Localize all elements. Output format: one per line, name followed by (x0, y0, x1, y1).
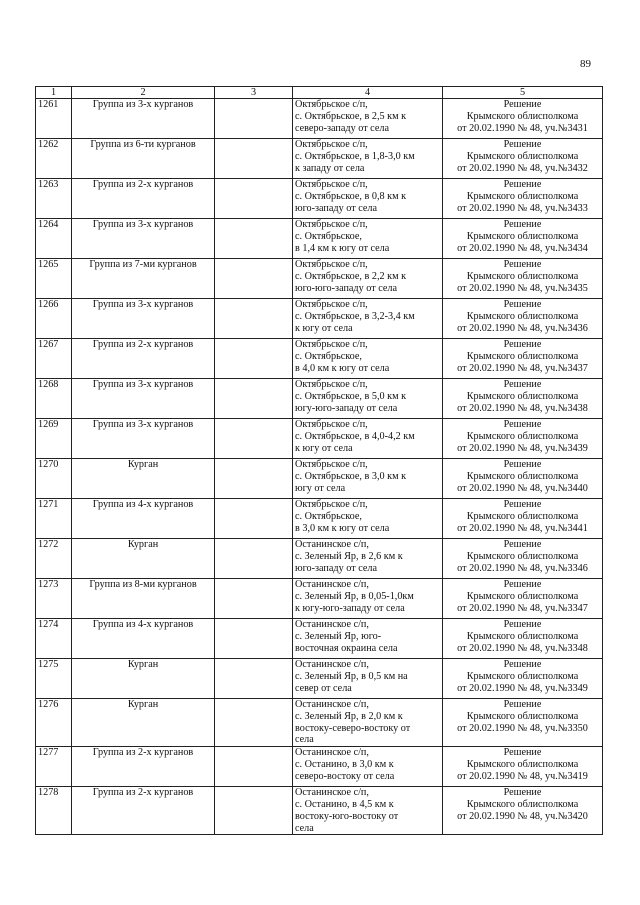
table-row (36, 99, 603, 139)
protection-document (443, 747, 603, 787)
column-3-cell (215, 419, 293, 459)
location-line: в 3,0 км к югу от села (295, 522, 390, 534)
location-line: с. Октябрьское, в 1,8-3,0 км (295, 150, 415, 162)
location-line: с. Октябрьское, в 0,8 км к (295, 190, 407, 202)
location-line: Октябрьское с/п, (295, 339, 368, 350)
monument-location (293, 539, 443, 579)
column-3-cell (215, 539, 293, 579)
header-col-4: 4 (293, 87, 443, 99)
table-row (36, 299, 603, 339)
document-line: от 20.02.1990 № 48, уч.№3432 (457, 162, 588, 174)
document-line: Решение (503, 419, 542, 430)
document-line: Крымского облисполкома (466, 590, 579, 602)
location-line: с. Зеленый Яр, юго- (295, 630, 382, 642)
row-number: 1270 (36, 459, 72, 499)
row-number: 1278 (36, 787, 72, 835)
location-line: села (295, 822, 314, 834)
document-line: Решение (503, 99, 542, 110)
location-line: северо-западу от села (295, 122, 389, 134)
location-line: югу-юго-западу от села (295, 402, 398, 414)
table-row (36, 179, 603, 219)
location-line: с. Зеленый Яр, в 2,6 км к (295, 550, 403, 562)
document-line: Решение (503, 299, 542, 310)
document-line: Решение (503, 499, 542, 510)
protection-document (443, 139, 603, 179)
document-line: от 20.02.1990 № 48, уч.№3439 (457, 442, 588, 454)
document-line: Крымского облисполкома (466, 390, 579, 402)
column-3-cell (215, 259, 293, 299)
document-line: Крымского облисполкома (466, 510, 579, 522)
location-line: с. Зеленый Яр, в 0,5 км на (295, 670, 408, 682)
location-line: Октябрьское с/п, (295, 419, 368, 430)
document-line: Решение (503, 259, 542, 270)
table-row (36, 699, 603, 747)
row-number: 1271 (36, 499, 72, 539)
column-3-cell (215, 579, 293, 619)
document-line: от 20.02.1990 № 48, уч.№3348 (457, 642, 588, 654)
document-line: Решение (503, 139, 542, 150)
row-number: 1264 (36, 219, 72, 259)
document-line: Крымского облисполкома (466, 270, 579, 282)
location-line: юго-западу от села (295, 562, 377, 574)
monument-name: Группа из 4-х курганов (72, 619, 215, 659)
row-number: 1268 (36, 379, 72, 419)
document-line: от 20.02.1990 № 48, уч.№3433 (457, 202, 588, 214)
monument-location (293, 299, 443, 339)
location-line: к западу от села (295, 162, 365, 174)
location-line: востоку-юго-востоку от (295, 810, 399, 822)
protection-document (443, 499, 603, 539)
table-row (36, 339, 603, 379)
column-3-cell (215, 747, 293, 787)
location-line: Октябрьское с/п, (295, 379, 368, 390)
document-line: Крымского облисполкома (466, 670, 579, 682)
document-line: от 20.02.1990 № 48, уч.№3440 (457, 482, 588, 494)
protection-document (443, 659, 603, 699)
document-line: Решение (503, 699, 542, 710)
column-3-cell (215, 379, 293, 419)
document-line: Крымского облисполкома (466, 798, 579, 810)
column-3-cell (215, 339, 293, 379)
table-row (36, 139, 603, 179)
document-line: Крымского облисполкома (466, 310, 579, 322)
column-3-cell (215, 299, 293, 339)
location-line: Останинское с/п, (295, 579, 369, 590)
location-line: с. Зеленый Яр, в 0,05-1,0км (295, 590, 414, 602)
location-line: Октябрьское с/п, (295, 179, 368, 190)
row-number: 1277 (36, 747, 72, 787)
document-line: Решение (503, 459, 542, 470)
column-3-cell (215, 619, 293, 659)
document-line: Крымского облисполкома (466, 150, 579, 162)
location-line: Останинское с/п, (295, 699, 369, 710)
location-line: к югу от села (295, 442, 353, 454)
table-row (36, 579, 603, 619)
table-row (36, 379, 603, 419)
document-line: от 20.02.1990 № 48, уч.№3435 (457, 282, 588, 294)
location-line: с. Октябрьское, в 2,5 км к (295, 110, 407, 122)
header-col-5: 5 (443, 87, 603, 99)
column-3-cell (215, 219, 293, 259)
location-line: к югу-юго-западу от села (295, 602, 405, 614)
monument-location (293, 219, 443, 259)
protection-document (443, 259, 603, 299)
location-line: юго-юго-западу от села (295, 282, 397, 294)
column-3-cell (215, 139, 293, 179)
row-number: 1275 (36, 659, 72, 699)
location-line: Октябрьское с/п, (295, 459, 368, 470)
location-line: юго-западу от села (295, 202, 377, 214)
monument-name: Курган (72, 459, 215, 499)
location-line: с. Октябрьское, в 3,2-3,4 км (295, 310, 415, 322)
monument-name: Группа из 3-х курганов (72, 379, 215, 419)
location-line: с. Октябрьское, в 2,2 км к (295, 270, 407, 282)
row-number: 1263 (36, 179, 72, 219)
monuments-table (35, 86, 603, 835)
header-col-2: 2 (72, 87, 215, 99)
document-line: от 20.02.1990 № 48, уч.№3434 (457, 242, 588, 254)
document-line: Крымского облисполкома (466, 110, 579, 122)
document-line: от 20.02.1990 № 48, уч.№3438 (457, 402, 588, 414)
monument-location (293, 579, 443, 619)
column-3-cell (215, 659, 293, 699)
column-3-cell (215, 459, 293, 499)
protection-document (443, 539, 603, 579)
monument-name: Группа из 3-х курганов (72, 99, 215, 139)
monument-name: Группа из 7-ми курганов (72, 259, 215, 299)
table-row (36, 619, 603, 659)
location-line: северо-востоку от села (295, 770, 395, 782)
monument-location (293, 747, 443, 787)
column-3-cell (215, 99, 293, 139)
row-number: 1276 (36, 699, 72, 747)
location-line: Останинское с/п, (295, 747, 369, 759)
row-number: 1265 (36, 259, 72, 299)
document-line: Решение (503, 579, 542, 590)
monument-name: Группа из 3-х курганов (72, 299, 215, 339)
location-line: восточная окраина села (295, 642, 398, 654)
protection-document (443, 459, 603, 499)
document-line: от 20.02.1990 № 48, уч.№3437 (457, 362, 588, 374)
monument-name: Группа из 2-х курганов (72, 747, 215, 787)
column-3-cell (215, 699, 293, 747)
location-line: с. Октябрьское, (295, 350, 362, 362)
monument-name: Курган (72, 659, 215, 699)
column-3-cell (215, 787, 293, 835)
document-line: от 20.02.1990 № 48, уч.№3349 (457, 682, 588, 694)
monument-location (293, 259, 443, 299)
protection-document (443, 579, 603, 619)
document-line: от 20.02.1990 № 48, уч.№3431 (457, 122, 588, 134)
protection-document (443, 699, 603, 747)
location-line: Останинское с/п, (295, 787, 369, 799)
monument-location (293, 99, 443, 139)
location-line: с. Октябрьское, (295, 230, 362, 242)
row-number: 1262 (36, 139, 72, 179)
row-number: 1274 (36, 619, 72, 659)
location-line: Останинское с/п, (295, 539, 369, 550)
monument-name: Группа из 4-х курганов (72, 499, 215, 539)
row-number: 1269 (36, 419, 72, 459)
monument-name: Группа из 3-х курганов (72, 419, 215, 459)
row-number: 1272 (36, 539, 72, 579)
location-line: села (295, 734, 314, 746)
document-line: Крымского облисполкома (466, 350, 579, 362)
document-line: Крымского облисполкома (466, 758, 579, 770)
table-header-row (36, 87, 603, 99)
location-line: югу от села (295, 482, 346, 494)
location-line: Октябрьское с/п, (295, 99, 368, 110)
page-number: 89 (580, 58, 591, 70)
location-line: с. Октябрьское, в 5,0 км к (295, 390, 407, 402)
document-line: Решение (503, 787, 542, 799)
row-number: 1261 (36, 99, 72, 139)
table-row (36, 419, 603, 459)
row-number: 1267 (36, 339, 72, 379)
table-row (36, 259, 603, 299)
document-line: Решение (503, 539, 542, 550)
protection-document (443, 379, 603, 419)
document-line: Решение (503, 659, 542, 670)
document-line: Крымского облисполкома (466, 470, 579, 482)
monument-name: Группа из 6-ти курганов (72, 139, 215, 179)
monument-location (293, 419, 443, 459)
monument-name: Группа из 2-х курганов (72, 179, 215, 219)
document-line: Крымского облисполкома (466, 230, 579, 242)
protection-document (443, 299, 603, 339)
monument-name: Курган (72, 539, 215, 579)
document-line: от 20.02.1990 № 48, уч.№3347 (457, 602, 588, 614)
protection-document (443, 219, 603, 259)
document-line: Решение (503, 339, 542, 350)
location-line: с. Зеленый Яр, в 2,0 км к (295, 710, 403, 722)
document-line: от 20.02.1990 № 48, уч.№3441 (457, 522, 588, 534)
table-row (36, 787, 603, 835)
location-line: Останинское с/п, (295, 659, 369, 670)
protection-document (443, 99, 603, 139)
location-line: Октябрьское с/п, (295, 499, 368, 510)
location-line: Октябрьское с/п, (295, 299, 368, 310)
monument-name: Группа из 8-ми курганов (72, 579, 215, 619)
protection-document (443, 179, 603, 219)
document-line: от 20.02.1990 № 48, уч.№3350 (457, 722, 588, 734)
monument-location (293, 499, 443, 539)
protection-document (443, 419, 603, 459)
document-line: от 20.02.1990 № 48, уч.№3346 (457, 562, 588, 574)
monument-location (293, 179, 443, 219)
monument-location (293, 139, 443, 179)
row-number: 1273 (36, 579, 72, 619)
document-line: Решение (503, 379, 542, 390)
monument-location (293, 619, 443, 659)
document-line: Крымского облисполкома (466, 630, 579, 642)
location-line: Останинское с/п, (295, 619, 369, 630)
document-line: Решение (503, 619, 542, 630)
monument-name: Группа из 2-х курганов (72, 787, 215, 835)
document-line: Крымского облисполкома (466, 710, 579, 722)
monument-name: Группа из 2-х курганов (72, 339, 215, 379)
location-line: Октябрьское с/п, (295, 259, 368, 270)
monument-location (293, 459, 443, 499)
table-row (36, 499, 603, 539)
location-line: с. Останино, в 4,5 км к (295, 798, 394, 810)
document-line: Решение (503, 219, 542, 230)
location-line: с. Октябрьское, в 3,0 км к (295, 470, 407, 482)
monument-location (293, 339, 443, 379)
header-col-1: 1 (36, 87, 72, 99)
protection-document (443, 787, 603, 835)
location-line: в 4,0 км к югу от села (295, 362, 390, 374)
monument-location (293, 659, 443, 699)
table-row (36, 219, 603, 259)
location-line: Октябрьское с/п, (295, 139, 368, 150)
header-col-3: 3 (215, 87, 293, 99)
document-line: Крымского облисполкома (466, 190, 579, 202)
document-line: Крымского облисполкома (466, 550, 579, 562)
document-line: Крымского облисполкома (466, 430, 579, 442)
monument-location (293, 787, 443, 835)
table-row (36, 747, 603, 787)
table-row (36, 459, 603, 499)
location-line: с. Октябрьское, в 4,0-4,2 км (295, 430, 415, 442)
column-3-cell (215, 499, 293, 539)
monument-name: Группа из 3-х курганов (72, 219, 215, 259)
protection-document (443, 619, 603, 659)
document-line: Решение (503, 179, 542, 190)
location-line: с. Останино, в 3,0 км к (295, 758, 394, 770)
row-number: 1266 (36, 299, 72, 339)
location-line: север от села (295, 682, 352, 694)
location-line: с. Октябрьское, (295, 510, 362, 522)
monument-location (293, 699, 443, 747)
location-line: Октябрьское с/п, (295, 219, 368, 230)
document-line: от 20.02.1990 № 48, уч.№3419 (457, 770, 588, 782)
location-line: востоку-северо-востоку от (295, 722, 411, 734)
location-line: к югу от села (295, 322, 353, 334)
document-line: Решение (503, 747, 542, 759)
table-row (36, 539, 603, 579)
location-line: в 1,4 км к югу от села (295, 242, 390, 254)
protection-document (443, 339, 603, 379)
table-row (36, 659, 603, 699)
column-3-cell (215, 179, 293, 219)
monument-location (293, 379, 443, 419)
document-line: от 20.02.1990 № 48, уч.№3436 (457, 322, 588, 334)
monument-name: Курган (72, 699, 215, 747)
document-line: от 20.02.1990 № 48, уч.№3420 (457, 810, 588, 822)
